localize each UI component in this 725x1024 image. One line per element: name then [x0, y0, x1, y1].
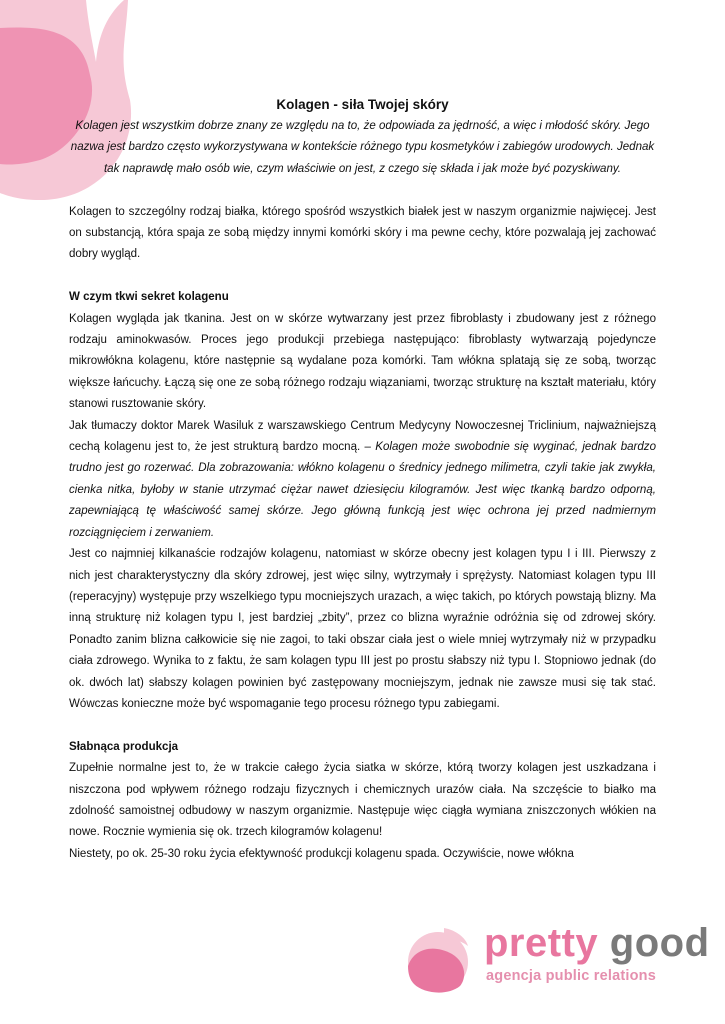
paragraph-quote [69, 416, 656, 544]
quote-intro-text: Jak tłumaczy doktor Marek Wasiluk z warszawskiego Centrum Medycyny Nowoczesnej Triclinium, najważniejszą cechą kolagenu jest to, że jest strukturą bardzo mocną. – [69, 419, 656, 454]
paragraph-decline: Niestety, po ok. 25-30 roku życia efektywność produkcji kolagenu spada. Oczywiście, nowe włókna [69, 847, 574, 860]
quote-text: Kolagen może swobodnie się wyginać, jednak bardzo trudno jest go rozerwać. Dla zobrazowania: włókno kolagenu o średnicy jednego milimetra, czyli takie jak zwykła, cienka nitka, byłoby w stanie utrzymać ciężar nawet dziesięciu kilogramów. Jest więc tkanką bardzo odporną, zapewniającą tę właściwość samej skórze. Jego główną funkcją jest więc ochrona jej przed nadmiernym rozciągnięciem i zerwaniem. [69, 441, 657, 539]
logo-wordmark [484, 920, 710, 966]
section-heading-secret: W czym tkwi sekret kolagenu [69, 291, 229, 304]
paragraph-collagen-types: Jest co najmniej kilkanaście rodzajów kolagenu, natomiast w skórze obecny jest kolagen typu I i III. Pierwszy z nich jest charakterystyczny dla skóry zdrowej, jest więc silny, wytrzymały i sprężysty. Natomiast kolagen typu III (reperacyjny) występuje przy wszelkiego typu mocniejszych urazach, a więc takich, po których powstają blizny. Ma inną strukturę niż kolagen typu I, jest bardziej „zbity”, przez co blizna wyraźnie odróżnia się od zdrowej skóry. Ponadto zanim blizna całkowicie się nie zagoi, to taki obszar ciała jest o wiele mniej wytrzymały niż w przypadku ciała zdrowego. Wynika to z faktu, że sam kolagen typu III jest po prostu słabszy niż typu I. Stopniowo jednak (do ok. dwóch lat) słabszy kolagen powinien być zastępowany mocniejszym, jednak nie zawsze musi się tak stać. Wówczas konieczne może być wspomaganie tego procesu różnego typu zabiegami. [69, 548, 656, 710]
logo-tagline: agencja public relations [486, 968, 656, 984]
logo-word-pretty: pretty [484, 921, 599, 965]
document-body [69, 96, 656, 865]
section-heading-decline: Słabnąca produkcja [69, 740, 179, 753]
logo-circle-icon [404, 926, 476, 994]
lead-paragraph: Kolagen jest wszystkim dobrze znany ze względu na to, że odpowiada za jędrność, a więc i młodość skóry. Jego nazwa jest bardzo często wykorzystywana w kontekście różnego typu kosmetyków i zabiegów urodowych. Jednak tak naprawdę mało osób wie, czym właściwie on jest, z czego się składa i jak może być pozyskiwany. [70, 120, 655, 175]
paragraph-renewal: Zupełnie normalne jest to, że w trakcie całego życia siatka w skórze, którą tworzy kolagen jest uszkadzana i niszczona pod wpływem różnego rodzaju fizycznych i chemicznych urazów ciała. Na szczęście to białko ma zdolność samoistnej odbudowy w naszym organizmie. Następuje więc ciągła wymiana zniszczonych włókien na nowe. Rocznie wymienia się ok. trzech kilogramów kolagenu! [69, 762, 656, 839]
document-title: Kolagen - siła Twojej skóry [276, 97, 449, 112]
logo-word-good: good [609, 921, 710, 965]
paragraph-structure: Kolagen wygląda jak tkanina. Jest on w skórze wytwarzany jest przez fibroblasty i zbudowany jest z różnego rodzaju aminokwasów. Proces jego produkcji przebiega następująco: fibroblasty wytwarzają pojedyncze mikrowłókna kolagenu, które następnie są wydalane poza komórki. Tam włókna splatają się ze sobą, tworząc większe łańcuchy. Łączą się one ze sobą różnego rodzaju wiązaniami, tworząc strukturę na kształt materiału, który stanowi rusztowanie skóry. [69, 312, 656, 411]
intro-paragraph: Kolagen to szczególny rodzaj białka, którego spośród wszystkich białek jest w naszym organizmie najwięcej. Jest on substancją, która spaja ze sobą między innymi komórki skóry i ma pewne cechy, które pozwalają jej zachować dobry wygląd. [69, 205, 656, 261]
pretty-good-logo [404, 920, 714, 1000]
